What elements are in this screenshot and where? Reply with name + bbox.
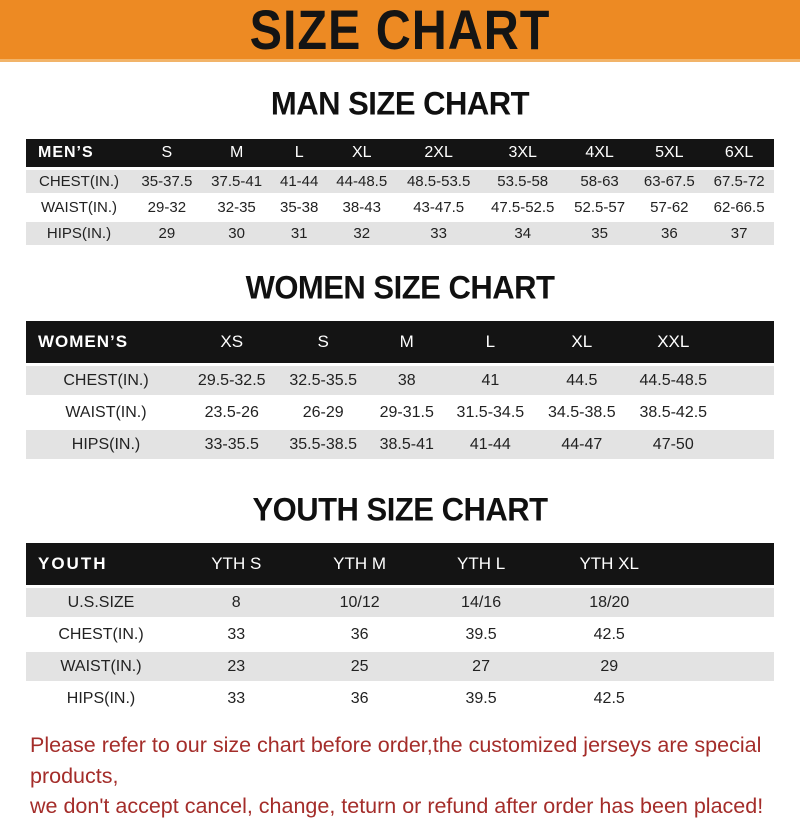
man-size-chart-title: MAN SIZE CHART — [270, 85, 530, 122]
size-cell: 26-29 — [277, 398, 368, 427]
size-cell: 33-35.5 — [186, 430, 277, 459]
size-cell: 36 — [297, 620, 423, 649]
column-header: 5XL — [634, 139, 704, 167]
youth-ussize-row — [26, 588, 774, 617]
size-cell: 57-62 — [634, 196, 704, 219]
size-cell: 43-47.5 — [397, 196, 481, 219]
row-label: CHEST(IN.) — [26, 366, 186, 395]
men-size-table — [26, 136, 774, 248]
row-label: U.S.SIZE — [26, 588, 176, 617]
size-cell: 14/16 — [423, 588, 540, 617]
size-cell: 31 — [271, 222, 326, 245]
size-cell: 39.5 — [423, 620, 540, 649]
youth-header-row — [26, 543, 774, 585]
size-cell: 36 — [297, 684, 423, 713]
size-cell: 47-50 — [628, 430, 719, 459]
size-cell: 27 — [423, 652, 540, 681]
size-cell: 35.5-38.5 — [277, 430, 368, 459]
size-cell: 35-38 — [271, 196, 326, 219]
size-cell: 41-44 — [445, 430, 536, 459]
column-header: YTH M — [297, 543, 423, 585]
men-chest-row — [26, 170, 774, 193]
column-header: YTH XL — [539, 543, 679, 585]
size-cell: 32.5-35.5 — [277, 366, 368, 395]
size-cell: 38.5-42.5 — [628, 398, 719, 427]
header-spacer — [679, 543, 774, 585]
row-spacer — [719, 366, 774, 395]
size-cell: 33 — [176, 684, 297, 713]
row-spacer — [679, 620, 774, 649]
size-cell: 34.5-38.5 — [536, 398, 627, 427]
size-cell: 29-32 — [132, 196, 202, 219]
row-spacer — [719, 398, 774, 427]
women-size-chart-title: WOMEN SIZE CHART — [245, 269, 555, 306]
youth-waist-row — [26, 652, 774, 681]
size-cell: 32-35 — [202, 196, 272, 219]
size-cell: 32 — [327, 222, 397, 245]
row-label: WAIST(IN.) — [26, 196, 132, 219]
size-cell: 52.5-57 — [565, 196, 635, 219]
size-cell: 29-31.5 — [369, 398, 445, 427]
column-header: M — [202, 139, 272, 167]
row-label: HIPS(IN.) — [26, 222, 132, 245]
men-header-label: MEN’S — [26, 139, 132, 167]
size-cell: 44.5-48.5 — [628, 366, 719, 395]
size-cell: 29 — [539, 652, 679, 681]
size-cell: 67.5-72 — [704, 170, 774, 193]
column-header: YTH L — [423, 543, 540, 585]
column-header: YTH S — [176, 543, 297, 585]
size-cell: 29 — [132, 222, 202, 245]
size-cell: 41-44 — [271, 170, 326, 193]
column-header: XXL — [628, 321, 719, 363]
youth-header-label: YOUTH — [26, 543, 176, 585]
column-header: XS — [186, 321, 277, 363]
size-cell: 37.5-41 — [202, 170, 272, 193]
men-header-row — [26, 139, 774, 167]
size-cell: 58-63 — [565, 170, 635, 193]
women-size-table — [26, 318, 774, 462]
youth-hips-row — [26, 684, 774, 713]
row-spacer — [679, 652, 774, 681]
women-chest-row — [26, 366, 774, 395]
column-header: S — [277, 321, 368, 363]
size-cell: 33 — [397, 222, 481, 245]
size-cell: 30 — [202, 222, 272, 245]
size-cell: 34 — [481, 222, 565, 245]
size-cell: 8 — [176, 588, 297, 617]
column-header: XL — [536, 321, 627, 363]
size-cell: 23 — [176, 652, 297, 681]
women-header-label: WOMEN’S — [26, 321, 186, 363]
size-cell: 44.5 — [536, 366, 627, 395]
size-cell: 41 — [445, 366, 536, 395]
size-cell: 36 — [634, 222, 704, 245]
size-cell: 25 — [297, 652, 423, 681]
men-waist-row — [26, 196, 774, 219]
banner-title: SIZE CHART — [249, 0, 551, 61]
size-cell: 37 — [704, 222, 774, 245]
column-header: L — [445, 321, 536, 363]
row-spacer — [679, 684, 774, 713]
header-spacer — [719, 321, 774, 363]
women-header-row — [26, 321, 774, 363]
size-cell: 23.5-26 — [186, 398, 277, 427]
size-cell: 10/12 — [297, 588, 423, 617]
note-line-2: we don't accept cancel, change, teturn or refund after order has been placed! — [30, 794, 764, 819]
youth-size-table — [26, 540, 774, 716]
size-cell: 38-43 — [327, 196, 397, 219]
size-cell: 33 — [176, 620, 297, 649]
size-cell: 53.5-58 — [481, 170, 565, 193]
size-cell: 39.5 — [423, 684, 540, 713]
size-cell: 31.5-34.5 — [445, 398, 536, 427]
women-waist-row — [26, 398, 774, 427]
size-cell: 42.5 — [539, 684, 679, 713]
column-header: M — [369, 321, 445, 363]
size-cell: 63-67.5 — [634, 170, 704, 193]
size-cell: 38 — [369, 366, 445, 395]
row-label: WAIST(IN.) — [26, 398, 186, 427]
row-label: HIPS(IN.) — [26, 684, 176, 713]
row-spacer — [679, 588, 774, 617]
column-header: 2XL — [397, 139, 481, 167]
column-header: S — [132, 139, 202, 167]
size-chart-banner — [0, 0, 800, 62]
size-cell: 35 — [565, 222, 635, 245]
size-cell: 29.5-32.5 — [186, 366, 277, 395]
column-header: 3XL — [481, 139, 565, 167]
youth-size-chart-title: YOUTH SIZE CHART — [252, 491, 548, 528]
youth-chest-row — [26, 620, 774, 649]
row-label: WAIST(IN.) — [26, 652, 176, 681]
size-cell: 47.5-52.5 — [481, 196, 565, 219]
order-policy-note — [30, 730, 780, 822]
row-spacer — [719, 430, 774, 459]
size-cell: 38.5-41 — [369, 430, 445, 459]
column-header: L — [271, 139, 326, 167]
men-hips-row — [26, 222, 774, 245]
column-header: 6XL — [704, 139, 774, 167]
column-header: 4XL — [565, 139, 635, 167]
row-label: HIPS(IN.) — [26, 430, 186, 459]
size-cell: 62-66.5 — [704, 196, 774, 219]
size-cell: 48.5-53.5 — [397, 170, 481, 193]
row-label: CHEST(IN.) — [26, 620, 176, 649]
size-cell: 18/20 — [539, 588, 679, 617]
column-header: XL — [327, 139, 397, 167]
note-line-1: Please refer to our size chart before order,the customized jerseys are special products, — [30, 733, 762, 788]
size-cell: 42.5 — [539, 620, 679, 649]
size-cell: 44-48.5 — [327, 170, 397, 193]
row-label: CHEST(IN.) — [26, 170, 132, 193]
size-cell: 44-47 — [536, 430, 627, 459]
women-hips-row — [26, 430, 774, 459]
size-cell: 35-37.5 — [132, 170, 202, 193]
